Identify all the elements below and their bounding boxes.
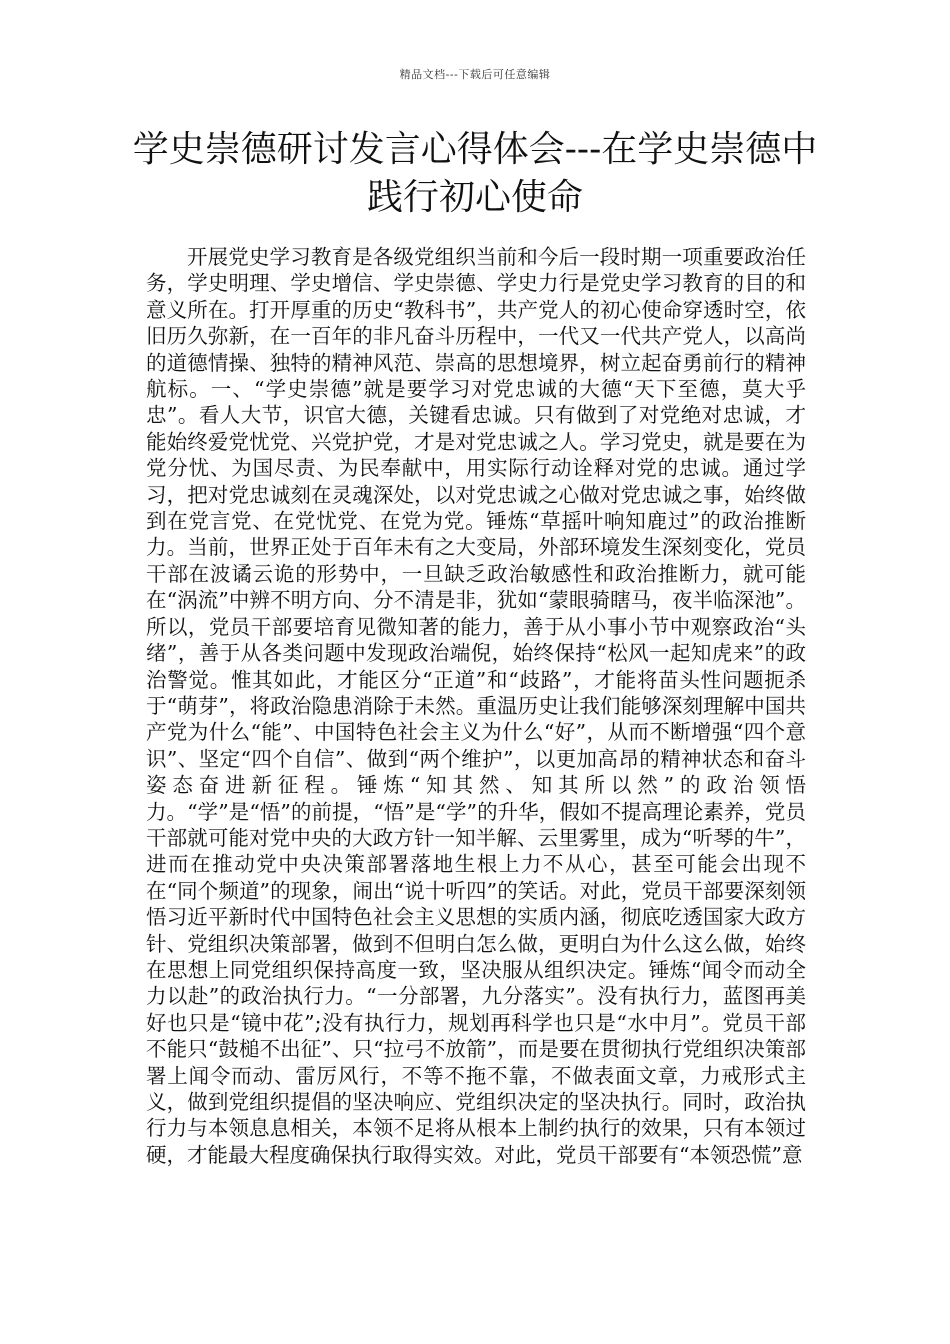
page-header-note: 精品文档---下载后可任意编辑 xyxy=(399,68,551,81)
document-title: 学史崇德研讨发言心得体会---在学史崇德中践行初心使命 xyxy=(132,129,818,218)
document-body-paragraph: 开展党史学习教育是各级党组织当前和今后一段时期一项重要政治任务，学史明理、学史增信、学史崇德、学史力行是党史学习教育的目的和意义所在。打开厚重的历史“教科书”，共产党人的初心使命穿透时空，依旧历久弥新，在一百年的非凡奋斗历程中，一代又一代共产党人，以高尚的道德情操、独特的精神风范、崇高的思想境界，树立起奋勇前行的精神航标。一、“学史崇德”就是要学习对党忠诚的大德“天下至德，莫大乎忠”。看人大节，识官大德，关键看忠诚。只有做到了对党绝对忠诚，才能始终爱党忧党、兴党护党，才是对党忠诚之人。学习党史，就是要在为党分忧、为国尽责、为民奉献中，用实际行动诠释对党的忠诚。通过学习，把对党忠诚刻在灵魂深处，以对党忠诚之心做对党忠诚之事，始终做到在党言党、在党忧党、在党为党。锤炼“草摇叶响知鹿过”的政治推断力。当前，世界正处于百年未有之大变局，外部环境发生深刻变化，党员干部在波谲云诡的形势中，一旦缺乏政治敏感性和政治推断力，就可能在“涡流”中辨不明方向、分不清是非，犹如“蒙眼骑瞎马，夜半临深池”。所以，党员干部要培育见微知著的能力，善于从小事小节中观察政治“头绪”，善于从各类问题中发现政治端倪，始终保持“松风一起知虎来”的政治警觉。惟其如此，才能区分“正道”和“歧路”，才能将苗头性问题扼杀于“萌芽”，将政治隐患消除于未然。重温历史让我们能够深刻理解中国共产党为什么“能”、中国特色社会主义为什么“好”，从而不断增强“四个意识”、坚定“四个自信”、做到“两个维护”，以更加高昂的精神状态和奋斗姿态奋进新征程。锤炼“知其然、知其所以然”的政治领悟力。“学”是“悟”的前提，“悟”是“学”的升华，假如不提高理论素养，党员干部就可能对党中央的大政方针一知半解、云里雾里，成为“听琴的牛”，进而在推动党中央决策部署落地生根上力不从心，甚至可能会出现不在“同个频道”的现象，闹出“说十听四”的笑话。对此，党员干部要深刻领悟习近平新时代中国特色社会主义思想的实质内涵，彻底吃透国家大政方针、党组织决策部署，做到不但明白怎么做，更明白为什么这么做，始终在思想上同党组织保持高度一致，坚决服从组织决定。锤炼“闻令而动全力以赴”的政治执行力。“一分部署，九分落实”。没有执行力，蓝图再美好也只是“镜中花”;没有执行力，规划再科学也只是“水中月”。党员干部不能只“鼓槌不出征”、只“拉弓不放箭”，而是要在贯彻执行党组织决策部署上闻令而动、雷厉风行，不等不拖不靠，不做表面文章，力戒形式主义，做到党组织提倡的坚决响应、党组织决定的坚决执行。同时，政治执行力与本领息息相关，本领不足将从根本上制约执行的效果，只有本领过硬，才能最大程度确保执行取得实效。对此，党员干部要有“本领恐慌”意 xyxy=(146,245,806,1167)
